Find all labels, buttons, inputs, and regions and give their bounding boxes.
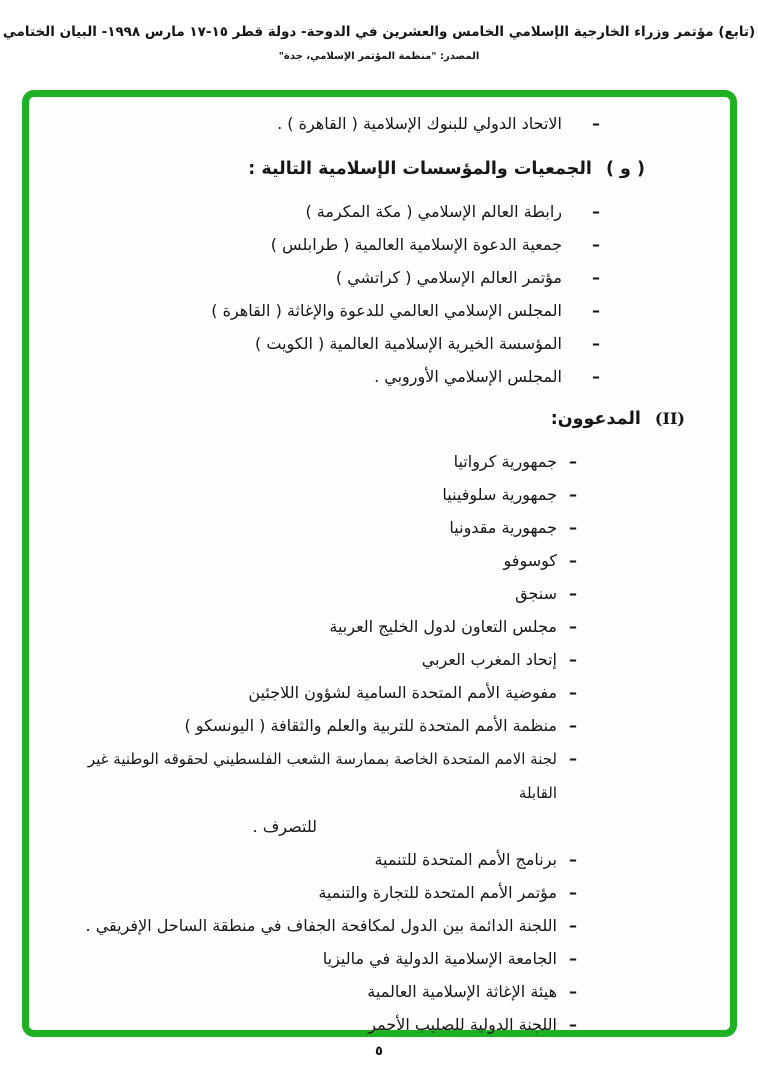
list-item xyxy=(49,294,600,327)
list-item-text: منظمة الأمم المتحدة للتربية والعلم والثقافة ( اليونسكو ) xyxy=(184,716,557,735)
list-item-text: جمهورية كرواتيا xyxy=(453,452,557,471)
item-dash: – xyxy=(569,683,577,702)
item-dash: – xyxy=(592,301,600,320)
list-item-text: مؤتمر الأمم المتحدة للتجارة والتنمية xyxy=(318,883,557,902)
list-item xyxy=(49,445,577,478)
list-item-text: المجلس الإسلامي الأوروبي . xyxy=(374,367,562,386)
section-title: الجمعيات والمؤسسات الإسلامية التالية : xyxy=(248,159,592,179)
list-item xyxy=(49,327,600,360)
list-item-text: اللجنة الدولية للصليب الأحمر xyxy=(368,1015,557,1034)
item-dash: – xyxy=(569,949,577,968)
list-item-text: الاتحاد الدولي للبنوك الإسلامية ( القاهرة ) . xyxy=(277,114,562,133)
document-title: (تابع) مؤتمر وزراء الخارجية الإسلامي الخامس والعشرين في الدوحة- دولة قطر ١٥-١٧ مارس ١٩٩٨- البيان الختامي xyxy=(2,24,756,40)
list-item-text: رابطة العالم الإسلامي ( مكة المكرمة ) xyxy=(305,202,562,221)
item-dash: – xyxy=(592,268,600,287)
item-dash: – xyxy=(569,916,577,935)
item-dash: – xyxy=(569,617,577,636)
green-content-frame xyxy=(22,90,737,1037)
item-dash: – xyxy=(592,367,600,386)
list-item-text: برنامج الأمم المتحدة للتنمية xyxy=(374,850,557,869)
list-item xyxy=(49,610,577,643)
section-heading-invitees xyxy=(49,402,685,436)
list-item xyxy=(49,643,577,676)
list-item xyxy=(49,1008,577,1041)
item-dash: – xyxy=(569,716,577,735)
list-item xyxy=(49,942,577,975)
list-item xyxy=(49,107,600,140)
item-dash: – xyxy=(569,982,577,1001)
section-title: المدعوون: xyxy=(550,409,641,429)
item-dash: – xyxy=(569,452,577,471)
associations-list xyxy=(49,195,685,393)
list-item-text-line2: للتصرف . xyxy=(252,817,317,836)
list-item-text xyxy=(49,742,557,843)
list-item xyxy=(49,742,577,843)
list-item-text: جمهورية سلوفينيا xyxy=(442,485,557,504)
list-item xyxy=(49,261,600,294)
list-item-text: مؤتمر العالم الإسلامي ( كراتشي ) xyxy=(335,268,562,287)
invitees-list xyxy=(49,445,685,1041)
document-header xyxy=(0,0,758,62)
section-label: (II) xyxy=(654,409,685,428)
list-item-text: مفوضية الأمم المتحدة السامية لشؤون اللاجئين xyxy=(248,683,557,702)
list-item-text: الجامعة الإسلامية الدولية في ماليزيا xyxy=(322,949,557,968)
list-item-text: جمهورية مقدونيا xyxy=(449,518,557,537)
item-dash: – xyxy=(569,584,577,603)
item-dash: – xyxy=(592,334,600,353)
list-item-text: المؤسسة الخيرية الإسلامية العالمية ( الكويت ) xyxy=(255,334,562,353)
list-item xyxy=(49,544,577,577)
item-dash: – xyxy=(569,551,577,570)
section-heading-associations xyxy=(49,152,645,186)
document-source-line: المصدر: "منظمة المؤتمر الإسلامي، جدة" xyxy=(278,51,480,62)
list-item xyxy=(49,478,577,511)
list-item-text: إتحاد المغرب العربي xyxy=(421,650,557,669)
list-item xyxy=(49,876,577,909)
item-dash: – xyxy=(592,235,600,254)
item-dash: – xyxy=(569,749,577,768)
list-item-text: سنجق xyxy=(515,584,557,603)
item-dash: – xyxy=(569,485,577,504)
list-item-text: جمعية الدعوة الإسلامية العالمية ( طرابلس ) xyxy=(270,235,562,254)
section-label: ( و ) xyxy=(605,159,645,179)
list-item xyxy=(49,360,600,393)
item-dash: – xyxy=(592,114,600,133)
item-dash: – xyxy=(569,518,577,537)
list-item xyxy=(49,228,600,261)
item-dash: – xyxy=(569,850,577,869)
list-item xyxy=(49,577,577,610)
list-item-text: المجلس الإسلامي العالمي للدعوة والإغاثة ( القاهرة ) xyxy=(211,301,562,320)
list-item xyxy=(49,511,577,544)
item-dash: – xyxy=(569,650,577,669)
list-item xyxy=(49,676,577,709)
list-item xyxy=(49,975,577,1008)
list-item-text: كوسوفو xyxy=(503,551,557,570)
page-number: ٥ xyxy=(375,1044,383,1059)
list-item xyxy=(49,909,577,942)
list-item-text: اللجنة الدائمة بين الدول لمكافحة الجفاف في منطقة الساحل الإفريقي . xyxy=(85,916,557,935)
list-item-text-line1: لجنة الامم المتحدة الخاصة بممارسة الشعب الفلسطيني لحقوقه الوطنية غير القابلة xyxy=(87,750,557,802)
item-dash: – xyxy=(569,883,577,902)
list-item-text: هيئة الإغاثة الإسلامية العالمية xyxy=(367,982,557,1001)
list-item-text: مجلس التعاون لدول الخليج العربية xyxy=(329,617,557,636)
item-dash: – xyxy=(569,1015,577,1034)
list-item xyxy=(49,843,577,876)
list-item xyxy=(49,195,600,228)
list-item xyxy=(49,709,577,742)
item-dash: – xyxy=(592,202,600,221)
